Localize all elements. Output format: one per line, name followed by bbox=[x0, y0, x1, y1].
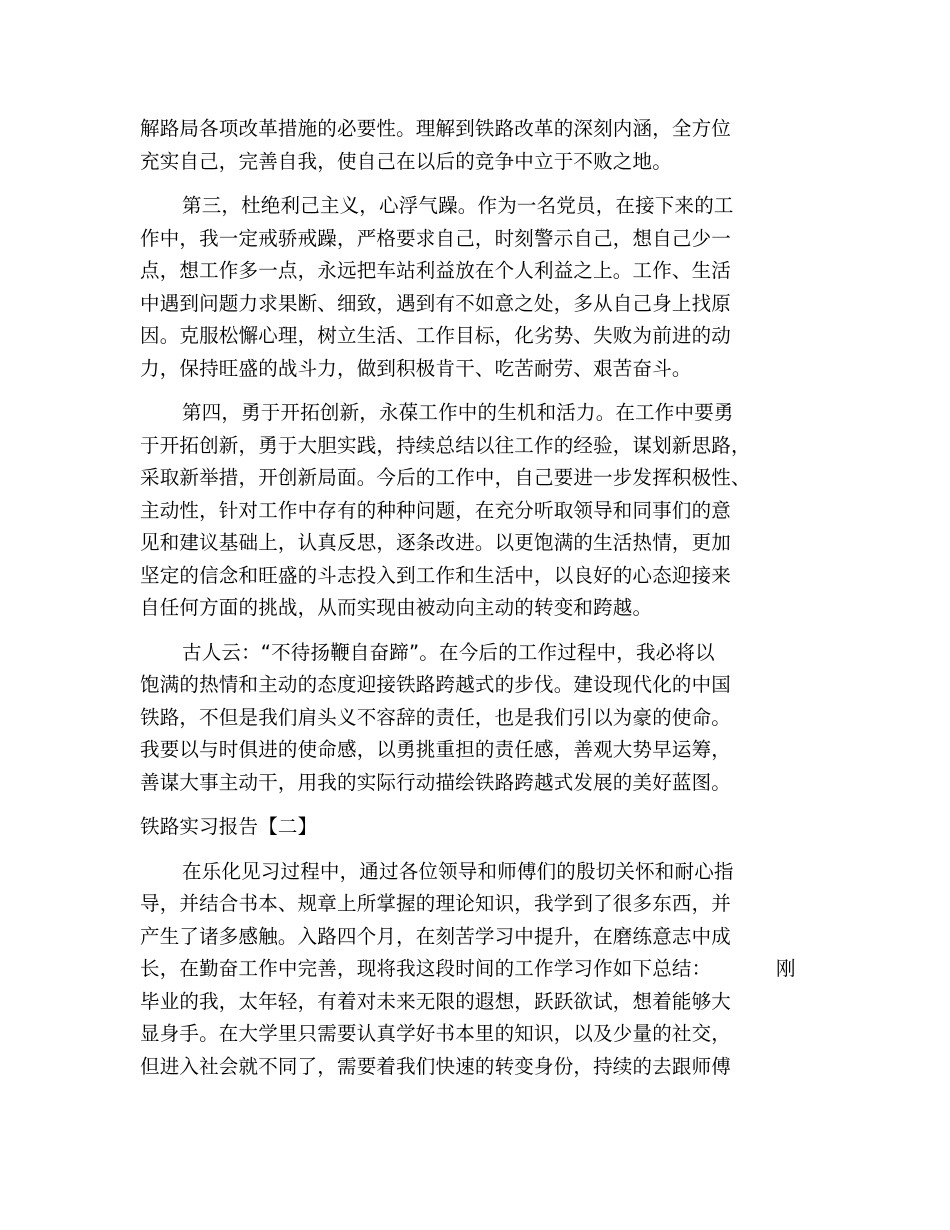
paragraph-1 bbox=[140, 113, 800, 178]
paragraph-4 bbox=[140, 637, 800, 800]
text-line: 毕业的我，太年轻，有着对未来无限的遐想，跃跃欲试，想着能够大 bbox=[140, 989, 732, 1013]
text-line: 坚定的信念和旺盛的斗志投入到工作和生活中，以良好的心态迎接来 bbox=[140, 563, 732, 587]
text-line: 力，保持旺盛的战斗力，做到积极肯干、吃苦耐劳、艰苦奋斗。 bbox=[140, 356, 692, 380]
text-line: 于开拓创新，勇于大胆实践，持续总结以往工作的经验，谋划新思路， bbox=[140, 433, 751, 457]
text-line: 充实自己，完善自我，使自己在以后的竞争中立于不败之地。 bbox=[140, 149, 672, 173]
text-line: 导，并结合书本、规章上所掌握的理论知识，我学到了很多东西，并 bbox=[140, 892, 732, 915]
text-line: 主动性，针对工作中存有的种种问题，在充分听取领导和同事们的意 bbox=[140, 498, 732, 522]
text-line: 第四，勇于开拓创新，永葆工作中的生机和活力。在工作中要勇 bbox=[182, 401, 734, 424]
text-line: 在乐化见习过程中，通过各位领导和师傅们的殷切关怀和耐心指 bbox=[182, 859, 734, 883]
text-line: 善谋大事主动干，用我的实际行动描绘铁路跨越式发展的美好蓝图。 bbox=[140, 770, 732, 794]
paragraph-5 bbox=[140, 856, 800, 1084]
text-line-tail: 刚 bbox=[776, 957, 796, 980]
text-line: 显身手。在大学里只需要认真学好书本里的知识，以及少量的社交， bbox=[140, 1022, 732, 1045]
paragraph-2 bbox=[140, 190, 800, 385]
text-line: 因。克服松懈心理，树立生活、工作目标，化劣势、失败为前进的动 bbox=[140, 324, 732, 347]
text-line: 见和建议基础上，认真反思，逐条改进。以更饱满的生活热情，更加 bbox=[140, 531, 732, 554]
text-line: 但进入社会就不同了，需要着我们快速的转变身份，持续的去跟师傅 bbox=[140, 1054, 732, 1078]
paragraph-3 bbox=[140, 397, 800, 625]
text-line: 产生了诸多感触。入路四个月，在刻苦学习中提升，在磨练意志中成 bbox=[140, 924, 732, 948]
text-line: 第三，杜绝利己主义，心浮气躁。作为一名党员，在接下来的工 bbox=[182, 194, 734, 217]
text-line: 解路局各项改革措施的必要性。理解到铁路改革的深刻内涵，全方位 bbox=[140, 117, 732, 140]
section-heading: 铁路实习报告【二】 bbox=[140, 815, 318, 838]
text-line-main: 长，在勤奋工作中完善，现将我这段时间的工作学习作如下总结： bbox=[140, 957, 712, 980]
text-line: 自任何方面的挑战，从而实现由被动向主动的转变和跨越。 bbox=[140, 596, 653, 619]
document-body bbox=[140, 113, 800, 1083]
text-line: 饱满的热情和主动的态度迎接铁路跨越式的步伐。建设现代化的中国 bbox=[140, 673, 732, 696]
text-line: 中遇到问题力求果断、细致，遇到有不如意之处，多从自己身上找原 bbox=[140, 291, 732, 315]
text-line: 作中，我一定戒骄戒躁，严格要求自己，时刻警示自己，想自己少一 bbox=[140, 226, 732, 250]
text-line: 采取新举措，开创新局面。今后的工作中，自己要进一步发挥积极性、 bbox=[140, 466, 751, 489]
text-line: 古人云：“不待扬鞭自奋蹄”。在今后的工作过程中，我必将以 bbox=[182, 640, 715, 664]
text-line: 我要以与时俱进的使命感，以勇挑重担的责任感，善观大势早运筹， bbox=[140, 738, 732, 761]
text-line-with-tail bbox=[140, 953, 800, 986]
text-line: 点，想工作多一点，永远把车站利益放在个人利益之上。工作、生活 bbox=[140, 259, 732, 282]
text-line: 铁路，不但是我们肩头义不容辞的责任，也是我们引以为豪的使命。 bbox=[140, 705, 732, 729]
